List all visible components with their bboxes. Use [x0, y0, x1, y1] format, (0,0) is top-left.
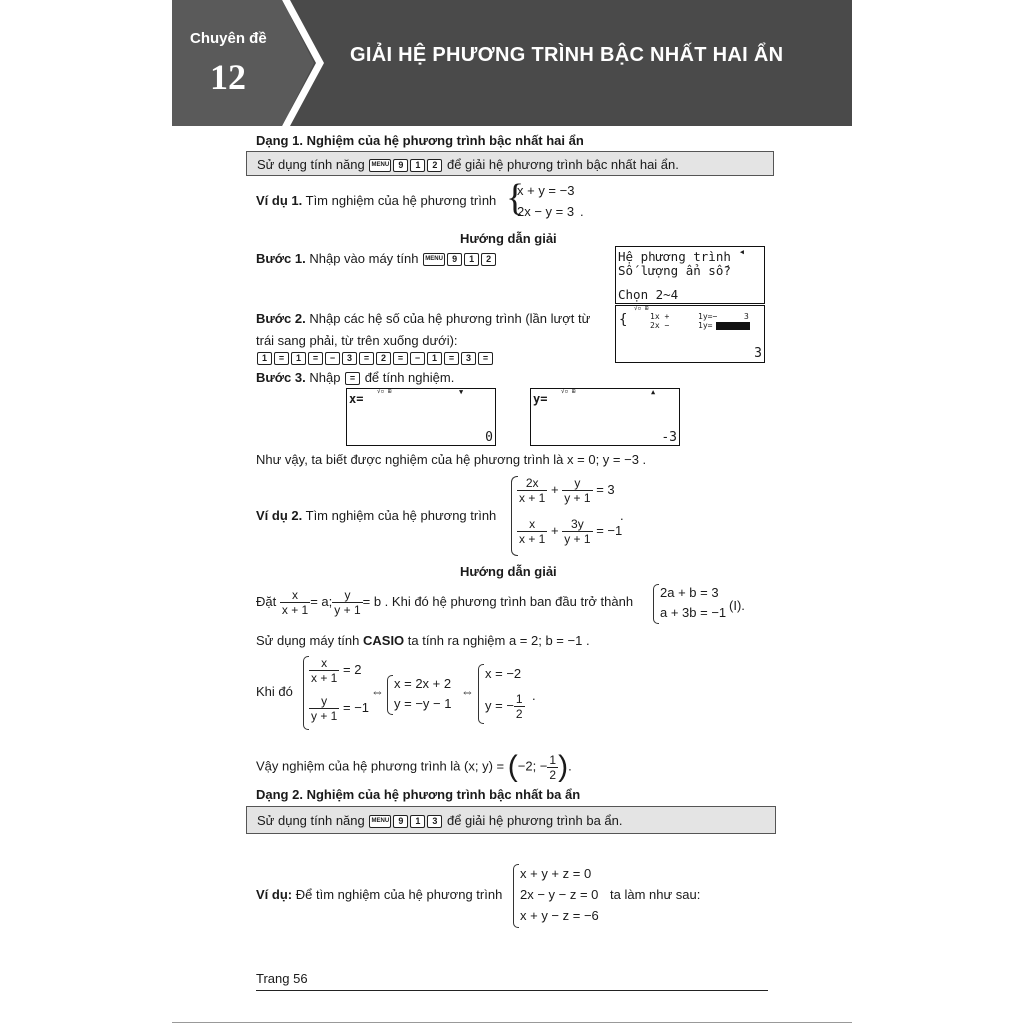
brace: [513, 864, 519, 928]
key-minus: −: [325, 352, 340, 365]
m-eq1: x = 2x + 2: [394, 676, 452, 691]
key-equals: =: [444, 352, 459, 365]
iff-icon: ⇔: [461, 684, 474, 699]
chapter-number: 12: [210, 57, 246, 97]
scroll-up-icon: ▲: [651, 388, 656, 396]
vidu-text: Để tìm nghiệm của hệ phương trình: [295, 887, 503, 902]
section2-tip-box: [246, 806, 776, 834]
example2-intro: [256, 508, 496, 523]
page-title: GIẢI HỆ PHƯƠNG TRÌNH BẬC NHẤT HAI ẨN: [350, 44, 784, 66]
key-1: 1: [291, 352, 306, 365]
s2-eq1: x + y + z = 0: [520, 866, 592, 881]
screen-line-3: Chọn 2~4: [618, 287, 679, 302]
khi-do-label: Khi đó: [256, 684, 293, 699]
example1-intro: [256, 193, 496, 208]
screen-value: 3: [754, 346, 762, 361]
key-menu: MENU: [369, 159, 391, 172]
chevron-divider: [282, 0, 326, 126]
k-eq1: $\frac{x}{x + 1}$ = 2: [311, 656, 362, 685]
tip-pre: Sử dụng tính năng: [257, 157, 365, 172]
casio-brand: CASIO: [363, 633, 405, 648]
step3-label: Bước 3.: [256, 370, 306, 385]
sys-eq2: a + 3b = −1: [660, 605, 727, 620]
calc-screen-y: [530, 388, 680, 446]
key-equals: =: [274, 352, 289, 365]
brace: [387, 675, 393, 715]
example2-label: Ví dụ 2.: [256, 508, 303, 523]
x-value: 0: [485, 430, 493, 445]
substitution: Đặt $\frac{x}{x + 1}$ = a; $\frac{y}{y + 1}$ = b . Khi đó hệ phương trình ban đầu trở thành: [256, 588, 634, 617]
s2-eq2: 2x − y − z = 0: [520, 887, 599, 902]
r-eq1: x = −2: [485, 666, 522, 681]
step1: [256, 251, 497, 266]
step3-pre: Nhập: [309, 370, 341, 385]
key-9: 9: [447, 253, 462, 266]
ex1-eq1: x + y = −3: [517, 183, 575, 198]
tip-post: để giải hệ phương trình bậc nhất hai ẩn.: [446, 157, 679, 172]
example2-text: Tìm nghiệm của hệ phương trình: [305, 508, 497, 523]
key-3: 3: [427, 815, 442, 828]
footer-rule: [256, 990, 768, 991]
k-eq2: $\frac{y}{y + 1}$ = −1: [311, 694, 370, 723]
ex1-dot: .: [580, 204, 584, 219]
vidu-post: ta làm như sau:: [610, 887, 701, 902]
brace: [478, 664, 484, 724]
step2: [256, 308, 590, 352]
row1-c: 3: [744, 312, 749, 321]
ex2-eq1: $\frac{2x}{x + 1}$ + $\frac{y}{y + 1}$ = 3: [519, 476, 615, 505]
key-equals: =: [345, 372, 360, 385]
section2-example: [256, 887, 502, 902]
screen-line-1: Hệ phương trình: [618, 249, 731, 264]
row1-a: 1x +: [650, 312, 670, 321]
final-answer: Vậy nghiệm của hệ phương trình là (x; y) = (−2; − $\frac{1}{2}$ ).: [256, 750, 572, 783]
y-value: -3: [661, 430, 677, 445]
key-equals: =: [393, 352, 408, 365]
key-2: 2: [376, 352, 391, 365]
step3: [256, 370, 454, 385]
key-1: 1: [410, 159, 425, 172]
key-1: 1: [257, 352, 272, 365]
calc-screen-x: [346, 388, 496, 446]
section1-tip-box: [246, 151, 774, 176]
key-2: 2: [481, 253, 496, 266]
key-1: 1: [410, 815, 425, 828]
tip-pre: Sử dụng tính năng: [257, 813, 365, 828]
iff-icon: ⇔: [371, 684, 384, 699]
x-label: x=: [349, 392, 364, 406]
chapter-label: Chuyên đề: [190, 30, 267, 47]
sys-tag: (I).: [729, 598, 745, 613]
status-icon: √▫ ⊞: [634, 305, 649, 312]
ex2-dot: .: [620, 508, 624, 523]
key-3: 3: [342, 352, 357, 365]
key-minus: −: [410, 352, 425, 365]
example1-label: Ví dụ 1.: [256, 193, 303, 208]
vidu-label: Ví dụ:: [256, 887, 293, 902]
row1-b: 1y=−: [698, 312, 718, 321]
step2-label: Bước 2.: [256, 311, 306, 326]
key-9: 9: [393, 159, 408, 172]
cursor-highlight: [716, 322, 750, 330]
m-eq2: y = −y − 1: [394, 696, 452, 711]
example1-conclusion: Như vậy, ta biết được nghiệm của hệ phương trình là x = 0; y = −3 .: [256, 452, 647, 467]
key-9: 9: [393, 815, 408, 828]
brace-icon: {: [619, 312, 628, 328]
step3-post: để tính nghiệm.: [364, 370, 455, 385]
example1-text: Tìm nghiệm của hệ phương trình: [305, 193, 497, 208]
brace: [653, 584, 659, 624]
status-icon: √▫ ⊞: [377, 388, 392, 395]
section2-heading: Dạng 2. Nghiệm của hệ phương trình bậc nhất ba ẩn: [256, 787, 581, 802]
key-3: 3: [461, 352, 476, 365]
r-dot: .: [532, 688, 536, 703]
calc-screen-coefficients: [615, 305, 765, 363]
brace: {: [506, 177, 525, 219]
key-equals: =: [308, 352, 323, 365]
tip-post: để giải hệ phương trình ba ẩn.: [446, 813, 623, 828]
key-menu: MENU: [423, 253, 445, 266]
key-menu: MENU: [369, 815, 391, 828]
status-icon: √▫ ⊞: [561, 388, 576, 395]
key-equals: =: [359, 352, 374, 365]
row2-a: 2x −: [650, 321, 670, 330]
s2-eq3: x + y − z = −6: [520, 908, 599, 923]
scroll-down-icon: ▼: [459, 388, 464, 396]
scroll-up-icon: ◀: [739, 248, 744, 256]
step1-text: Nhập vào máy tính: [309, 251, 419, 266]
step2-line1: Nhập các hệ số của hệ phương trình (lần lượt từ: [309, 311, 591, 326]
page-edge: [172, 1022, 852, 1023]
calc-screen-menu: [615, 246, 765, 304]
screen-line-2: Số lượng ẩn số?: [618, 263, 731, 278]
step2-line2: trái sang phải, từ trên xuống dưới):: [256, 333, 458, 348]
key-2: 2: [427, 159, 442, 172]
row2-b: 1y=: [698, 321, 713, 330]
section1-heading: Dạng 1. Nghiệm của hệ phương trình bậc nhất hai ẩn: [256, 133, 584, 148]
step2-key-sequence: [256, 350, 494, 368]
r-eq2: y = − $\frac{1}{2}$: [485, 692, 523, 721]
key-1: 1: [427, 352, 442, 365]
ex2-eq2: $\frac{x}{x + 1}$ + $\frac{3y}{y + 1}$ = −1: [519, 517, 623, 546]
sys-eq1: 2a + b = 3: [660, 585, 719, 600]
key-1: 1: [464, 253, 479, 266]
casio-line: Sử dụng máy tính CASIO ta tính ra nghiệm a = 2; b = −1 .: [256, 633, 590, 648]
page-number: Trang 56: [256, 971, 308, 986]
step1-label: Bước 1.: [256, 251, 306, 266]
guide-heading-2: Hướng dẫn giải: [460, 564, 557, 579]
key-equals: =: [478, 352, 493, 365]
ex1-eq2: 2x − y = 3: [517, 204, 575, 219]
guide-heading-1: Hướng dẫn giải: [460, 231, 557, 246]
y-label: y=: [533, 392, 548, 406]
